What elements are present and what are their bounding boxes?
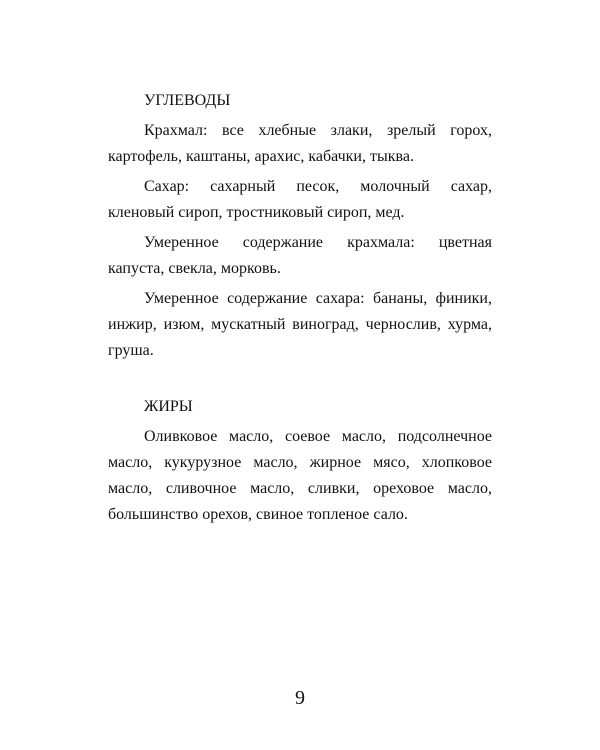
paragraph-sugar: Сахар: сахарный песок, молочный сахар, кленовый сироп, тростниковый сироп, мед.: [108, 178, 492, 221]
paragraph-fats: Оливковое масло, соевое масло, подсолнечное масло, кукурузное масло, жирное мясо, хлопковое масло, сливочное масло, сливки, ореховое масло, большинство орехов, свиное топленое сало.: [108, 428, 492, 523]
page-number: 9: [295, 687, 305, 709]
section-carbohydrates: [108, 88, 492, 364]
paragraph-moderate-sugar: Умеренное содержание сахара: бананы, финики, инжир, изюм, мускатный виноград, чернослив, хурма, груша.: [108, 290, 492, 359]
section-heading: ЖИРЫ: [144, 398, 193, 415]
paragraph-starch: Крахмал: все хлебные злаки, зрелый горох, картофель, каштаны, арахис, кабачки, тыква.: [108, 122, 492, 165]
section-fats: [108, 394, 492, 528]
page-content: [108, 88, 492, 532]
paragraph-moderate-starch: Умеренное содержание крахмала: цветная капуста, свекла, морковь.: [108, 234, 492, 277]
section-heading: УГЛЕВОДЫ: [144, 92, 231, 109]
